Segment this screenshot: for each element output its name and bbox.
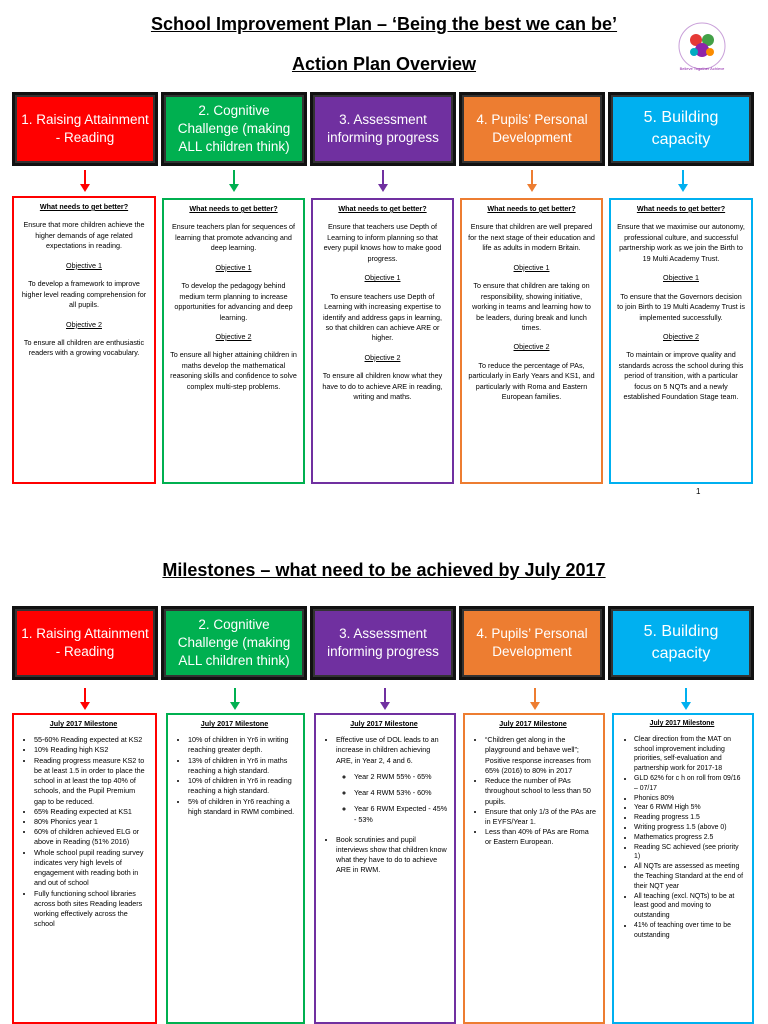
overview-box-4: What needs to get better? Ensure that children are well prepared for the next stage of their education and life as adults in modern Britain. Objective 1 To ensure that children are taking on responsibility, showing initiative, working in teams and learning how to be leaders, during break and lunch times. Objective 2 To reduce the percentage of PAs, particularly in Early Years and KS1, and particularly with Roma and Eastern European families. (460, 198, 603, 484)
milestone-priority-1-header: 1. Raising Attainment - Reading (12, 606, 158, 680)
list-item: • 65% Reading expected at KS1 (34, 807, 149, 817)
list-item: ◦ Year 2 RWM 55% - 65% (354, 772, 448, 782)
milestone-priority-2-header: 2. Cognitive Challenge (making ALL children think) (161, 606, 307, 680)
list-item: • Mathematics progress 2.5 (634, 833, 746, 843)
arrow-down-icon (379, 688, 391, 710)
list-item: • Fully functioning school libraries across both sites Reading leaders working effectively across the school (34, 889, 149, 930)
arrow-down-icon (526, 170, 538, 192)
list-item: • Phonics 80% (634, 794, 746, 804)
priority-5-header: 5. Building capacity (608, 92, 754, 166)
list-item: • 55-60% Reading expected at KS2 (34, 735, 149, 745)
page-subtitle: Action Plan Overview (291, 54, 477, 74)
list-item: • Reading progress 1.5 (634, 813, 746, 823)
list-item: • 10% of children in Yr6 in writing reaching greater depth. (188, 735, 297, 755)
list-item: • Reading progress measure KS2 to be at least 1.5 in order to place the school in at least the top 40% of schools, and the Pupil Premium gap to be reduced. (34, 756, 149, 807)
list-item: • 41% of teaching over time to be outstanding (634, 921, 746, 941)
milestone-box-4: July 2017 Milestone • “Children get along in the playground and behave well”; Positive response increases from 65% (2016) to 80% in 2017 • Reduce the number of PAs throughout school to less than 50 pupils. • Ensure that only 1/3 of the PAs are in EYFS/Year 1. • Less than 40% of PAs are Roma or Eastern European. (463, 713, 605, 1024)
list-item: • All NQTs are assessed as meeting the Teaching Standard at the end of their NQT year (634, 862, 746, 891)
page-title: School Improvement Plan – ‘Being the best we can be’ (150, 14, 618, 34)
list-item: • 10% of children in Yr6 in reading reaching a high standard. (188, 776, 297, 796)
list-item: • Effective use of DOL leads to an increase in children achieving ARE, in Year 2, 4 and 6. (336, 735, 448, 766)
arrow-down-icon (79, 170, 91, 192)
overview-box-2: What needs to get better? Ensure teachers plan for sequences of learning that promote advancing and deep learning. Objective 1 To develop the pedagogy behind medium term planning to increase opportunities for advancing and deep learning. Objective 2 To ensure all higher attaining children in maths develop the mathematical reasoning skills and confidence to solve complex multi-step problems. (162, 198, 305, 484)
list-item: • Ensure that only 1/3 of the PAs are in EYFS/Year 1. (485, 807, 597, 827)
list-item: • Reduce the number of PAs throughout school to less than 50 pupils. (485, 776, 597, 807)
arrow-down-icon (529, 688, 541, 710)
list-item: ◦ Year 6 RWM Expected - 45% - 53% (354, 804, 448, 824)
list-item: • “Children get along in the playground and behave well”; Positive response increases from 65% (2016) to 80% in 2017 (485, 735, 597, 776)
overview-box-3: What needs to get better? Ensure that teachers use Depth of Learning to inform planning so that every pupil knows how to make good progress. Objective 1 To ensure teachers use Depth of Learning with increasing expertise to identify and address gaps in learning, so that children can achieve ARE or higher. Objective 2 To ensure all children know what they have to do to achieve ARE in reading, writing and maths. (311, 198, 454, 484)
priority-4-header: 4. Pupils’ Personal Development (459, 92, 605, 166)
arrow-down-icon (228, 170, 240, 192)
list-item: • GLD 62% for c h on roll from 09/16 – 07/17 (634, 774, 746, 794)
arrow-down-icon (229, 688, 241, 710)
milestone-box-5: July 2017 Milestone • Clear direction from the MAT on school improvement including priorities, self-evaluation and partnership work for 2017-18 • GLD 62% for c h on roll from 09/16 – 07/17 • Phonics 80% • Year 6 RWM High 5% • Reading progress 1.5 • Writing progress 1.5 (above 0) • Mathematics progress 2.5 • Reading SC achieved (see priority 1) • All NQTs are assessed as meeting the Teaching Standard at the end of their NQT year • All teaching (excl. NQTs) to be at least good and moving to outstanding • 41% of teaching over time to be outstanding (612, 713, 754, 1024)
arrow-down-icon (677, 170, 689, 192)
priority-1-header: 1. Raising Attainment - Reading (12, 92, 158, 166)
list-item: • Less than 40% of PAs are Roma or Eastern European. (485, 827, 597, 847)
list-item: • Clear direction from the MAT on school improvement including priorities, self-evaluation and partnership work for 2017-18 (634, 735, 746, 774)
milestones-title: Milestones – what need to be achieved by July 2017 (162, 560, 606, 580)
list-item: • Year 6 RWM High 5% (634, 803, 746, 813)
milestone-box-2: July 2017 Milestone • 10% of children in Yr6 in writing reaching greater depth. • 13% of children in Yr6 in maths reaching a high standard. • 10% of children in Yr6 in reading reaching a high standard. • 5% of children in Yr6 reaching a high standard in RWM combined. (166, 713, 305, 1024)
list-item: • Reading SC achieved (see priority 1) (634, 843, 746, 863)
list-item: • 60% of children achieved ELG or above in Reading (51% 2016) (34, 827, 149, 847)
milestone-box-1: July 2017 Milestone • 55-60% Reading expected at KS2 • 10% Reading high KS2 • Reading progress measure KS2 to be at least 1.5 in order to place the school in at least the top 40% of schools, and the Pupil Premium gap to be reduced. • 65% Reading expected at KS1 • 80% Phonics year 1 • 60% of children achieved ELG or above in Reading (51% 2016) • Whole school pupil reading survey indicates very high levels of engagement with reading both in and out of school • Fully functioning school libraries across both sites Reading leaders working effectively across the school (12, 713, 157, 1024)
priority-2-header: 2. Cognitive Challenge (making ALL children think) (161, 92, 307, 166)
milestone-priority-3-header: 3. Assessment informing progress (310, 606, 456, 680)
list-item: • Book scrutinies and pupil interviews show that children know what they have to do to achieve ARE in RWM. (336, 835, 448, 876)
arrow-down-icon (377, 170, 389, 192)
milestone-box-3: July 2017 Milestone • Effective use of DOL leads to an increase in children achieving ARE, in Year 2, 4 and 6. ◦ Year 2 RWM 55% - 65% ◦ Year 4 RWM 53% - 60% ◦ Year 6 RWM Expected - 45% - 53% • Book scrutinies and pupil interviews show that children know what they have to do to achieve ARE in RWM. (314, 713, 456, 1024)
arrow-down-icon (79, 688, 91, 710)
list-item: • All teaching (excl. NQTs) to be at least good and moving to outstanding (634, 892, 746, 921)
list-item: • 13% of children in Yr6 in maths reaching a high standard. (188, 756, 297, 776)
list-item: • 5% of children in Yr6 reaching a high standard in RWM combined. (188, 797, 297, 817)
overview-box-5: What needs to get better? Ensure that we maximise our autonomy, professional culture, and successful partnership work as we join the Birth to 19 Multi Academy Trust. Objective 1 To ensure that the Governors decision to join Birth to 19 Multi Academy Trust is implemented successfully. Objective 2 To maintain or improve quality and standards across the school during this period of transition, with a particular focus on 5 NQTs and a newly established Foundation Stage team. (609, 198, 753, 484)
list-item: • Writing progress 1.5 (above 0) (634, 823, 746, 833)
school-logo (676, 20, 728, 72)
list-item: • 80% Phonics year 1 (34, 817, 149, 827)
list-item: ◦ Year 4 RWM 53% - 60% (354, 788, 448, 798)
overview-box-1: What needs to get better? Ensure that more children achieve the higher demands of age related expectations in reading. Objective 1 To develop a framework to improve higher level reading comprehension for all pupils. Objective 2 To ensure all children are enthusiastic readers with a growing vocabulary. (12, 196, 156, 484)
priority-3-header: 3. Assessment informing progress (310, 92, 456, 166)
list-item: • Whole school pupil reading survey indicates very high levels of engagement with reading both in and out of school (34, 848, 149, 889)
list-item: • 10% Reading high KS2 (34, 745, 149, 755)
milestone-priority-4-header: 4. Pupils’ Personal Development (459, 606, 605, 680)
milestone-priority-5-header: 5. Building capacity (608, 606, 754, 680)
logo-text: Believe Together Achieve (679, 66, 725, 71)
page-number: 1 (696, 487, 701, 496)
arrow-down-icon (680, 688, 692, 710)
